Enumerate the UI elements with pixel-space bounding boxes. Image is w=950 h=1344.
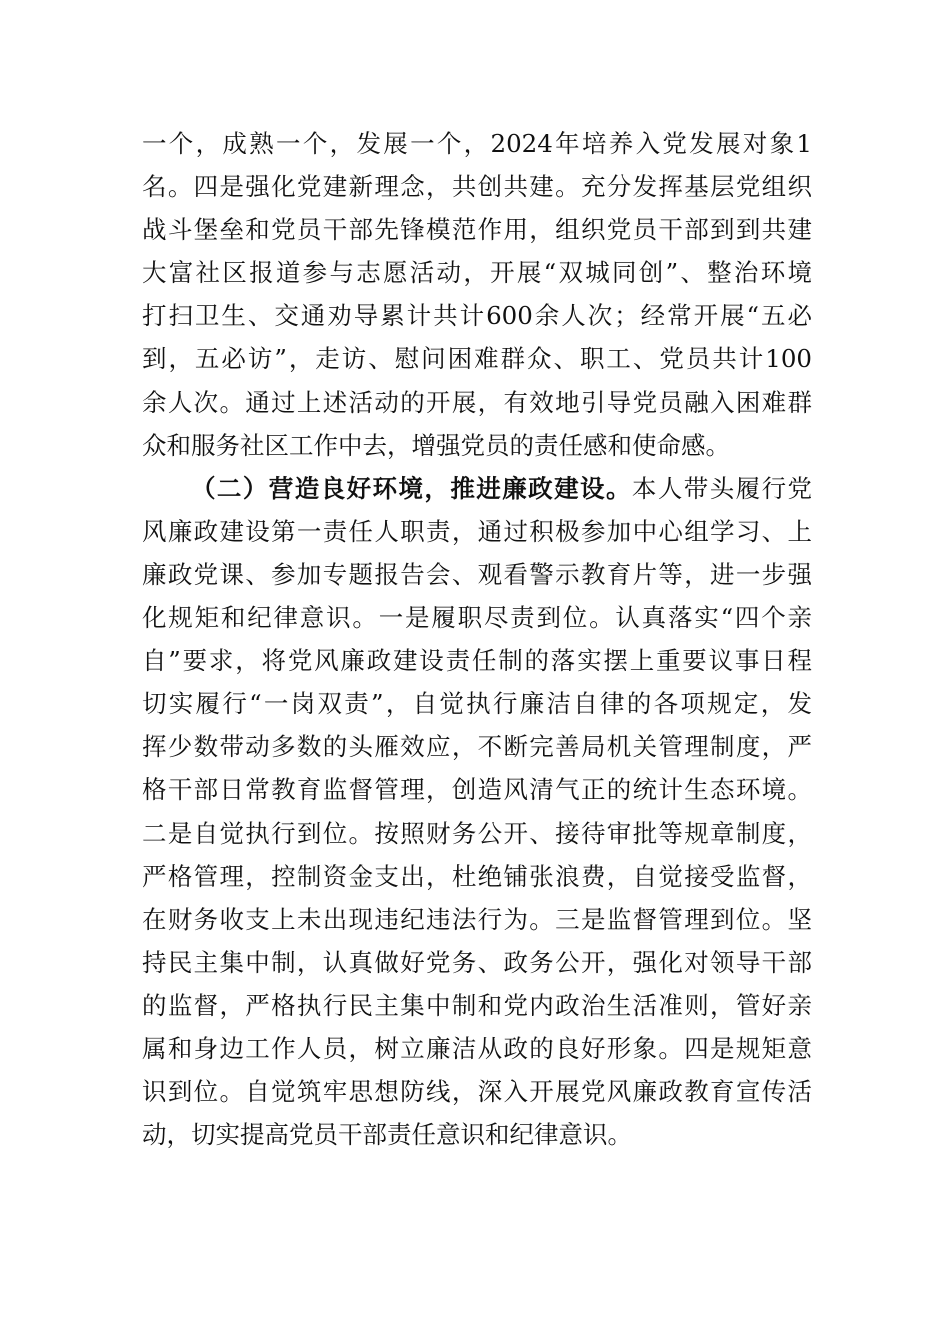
paragraph-line: 识到位。自觉筑牢思想防线，深入开展党风廉政教育宣传活 [142, 1077, 812, 1107]
paragraph-line: 打扫卫生、交通劝导累计共计600余人次；经常开展“五必 [142, 301, 812, 331]
paragraph-line: 严格管理，控制资金支出，杜绝铺张浪费，自觉接受监督， [142, 861, 812, 891]
paragraph-line-final: 众和服务社区工作中去，增强党员的责任感和使命感。 [142, 430, 730, 460]
section-two-first-line [142, 467, 812, 510]
paragraph-line: 自”要求，将党风廉政建设责任制的落实摆上重要议事日程 [142, 646, 812, 676]
paragraph-line: 一个，成熟一个，发展一个，2024年培养入党发展对象1 [142, 129, 812, 158]
paragraph-line: 廉政党课、参加专题报告会、观看警示教育片等，进一步强 [142, 559, 812, 589]
paragraph-line-final: 动，切实提高党员干部责任意识和纪律意识。 [142, 1120, 632, 1150]
paragraph-line: 余人次。通过上述活动的开展，有效地引导党员融入困难群 [142, 387, 812, 417]
paragraph-line: 到，五必访”，走访、慰问困难群众、职工、党员共计100 [142, 344, 812, 374]
paragraph-line: 的监督，严格执行民主集中制和党内政治生活准则，管好亲 [142, 990, 812, 1020]
paragraph-line: 持民主集中制，认真做好党务、政务公开，强化对领导干部 [142, 947, 812, 977]
paragraph-line: 挥少数带动多数的头雁效应，不断完善局机关管理制度，严 [142, 732, 812, 762]
paragraph-line: 化规矩和纪律意识。一是履职尽责到位。认真落实“四个亲 [142, 603, 812, 633]
paragraph-line: 二是自觉执行到位。按照财务公开、接待审批等规章制度， [142, 818, 812, 848]
paragraph-line: 格干部日常教育监督管理，创造风清气正的统计生态环境。 [142, 775, 812, 805]
section-heading: （二）营造良好环境，推进廉政建设。 [191, 473, 632, 503]
paragraph-line: 战斗堡垒和党员干部先锋模范作用，组织党员干部到到共建 [142, 215, 812, 245]
paragraph-line: 风廉政建设第一责任人职责，通过积极参加中心组学习、上 [142, 516, 812, 546]
paragraph-line: 大富社区报道参与志愿活动，开展“双城同创”、整治环境 [142, 258, 812, 288]
paragraph-line: 属和身边工作人员，树立廉洁从政的良好形象。四是规矩意 [142, 1033, 812, 1063]
document-body [142, 122, 812, 1156]
paragraph-line: 切实履行“一岗双责”，自觉执行廉洁自律的各项规定，发 [142, 689, 812, 719]
section-two-first-line-text: 本人带头履行党 [631, 473, 812, 503]
paragraph-line: 名。四是强化党建新理念，共创共建。充分发挥基层党组织 [142, 172, 812, 202]
paragraph-line: 在财务收支上未出现违纪违法行为。三是监督管理到位。坚 [142, 904, 812, 934]
